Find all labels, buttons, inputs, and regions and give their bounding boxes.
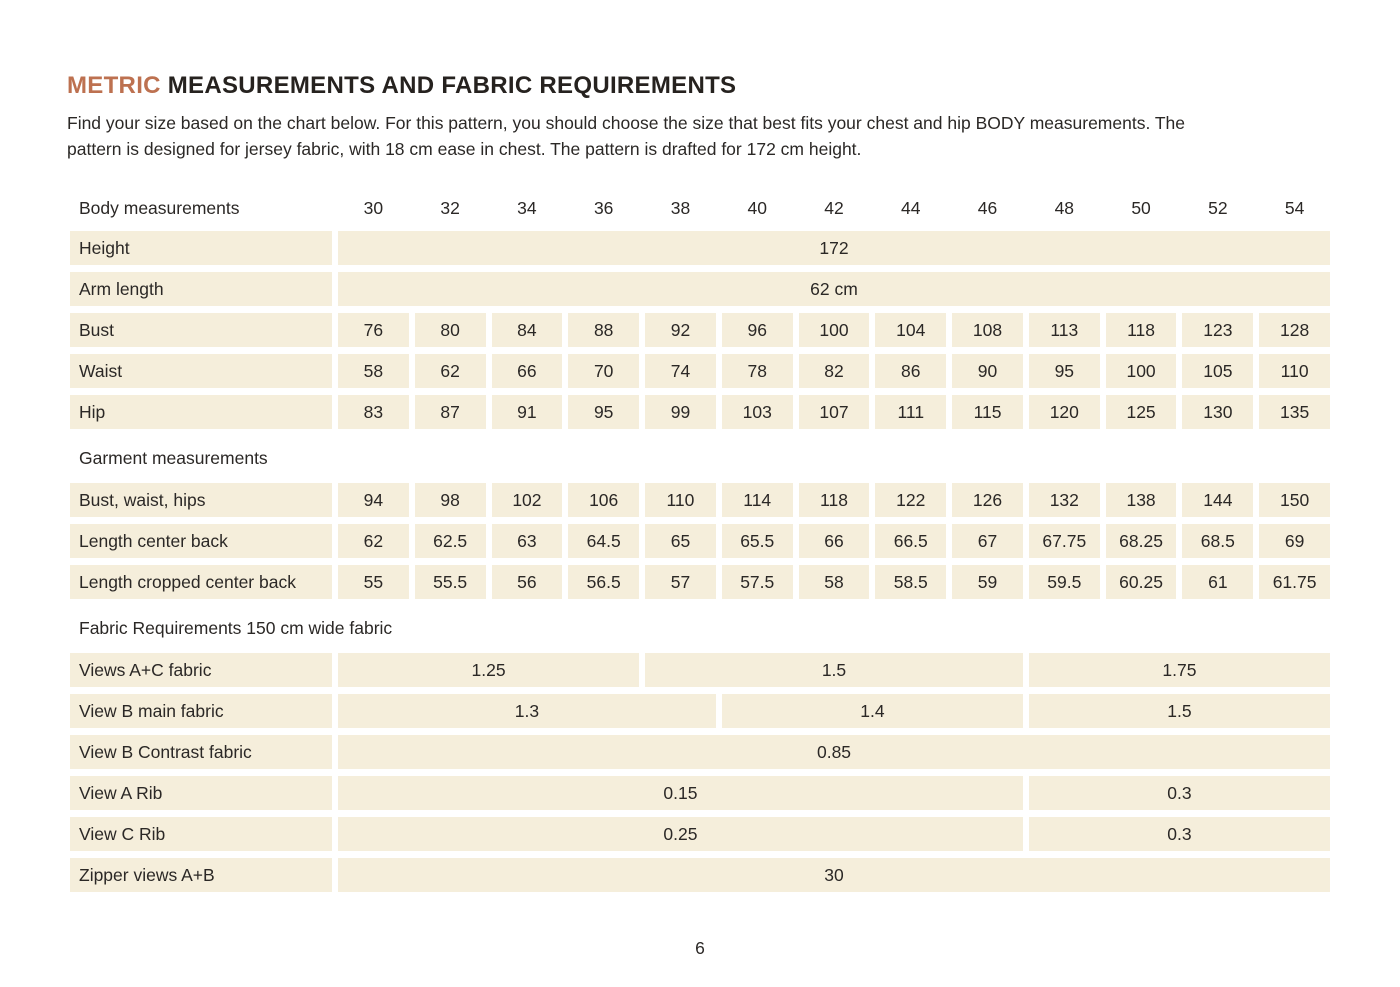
value-cell: 100 (1106, 354, 1177, 388)
value-cell: 61 (1182, 565, 1253, 599)
value-cell: 74 (645, 354, 716, 388)
value-cell: 86 (875, 354, 946, 388)
value-cell: 138 (1106, 483, 1177, 517)
value-cell: 62 (415, 354, 486, 388)
column-header-label: Body measurements (79, 197, 240, 218)
value-span-cell: 1.25 (338, 653, 639, 687)
value-cell: 123 (1182, 313, 1253, 347)
value-cell: 88 (568, 313, 639, 347)
row-label (70, 858, 332, 892)
title-accent-word: METRIC (67, 72, 161, 99)
value-cell: 84 (492, 313, 563, 347)
value-cell: 150 (1259, 483, 1330, 517)
row-label-text: Zipper views A+B (79, 865, 215, 885)
row-label-text: Bust (79, 320, 115, 340)
value-cell: 68.5 (1182, 524, 1253, 558)
value-cell: 120 (1029, 395, 1100, 429)
value-cell: 61.75 (1259, 565, 1330, 599)
value-cell: 55.5 (415, 565, 486, 599)
value-span-cell: 1.75 (1029, 653, 1330, 687)
section-label: Garment measurements (79, 447, 268, 468)
value-cell: 99 (645, 395, 716, 429)
value-cell: 78 (722, 354, 793, 388)
value-span-cell: 30 (338, 858, 1330, 892)
row-label-text: Waist (79, 361, 123, 381)
value-cell: 98 (415, 483, 486, 517)
value-cell: 68.25 (1106, 524, 1177, 558)
value-cell: 96 (722, 313, 793, 347)
size-column-header: 32 (440, 197, 460, 218)
value-cell: 100 (799, 313, 870, 347)
value-cell: 103 (722, 395, 793, 429)
row-label-text: Views A+C fabric (79, 660, 212, 680)
title-rest: MEASUREMENTS AND FABRIC REQUIREMENTS (160, 72, 737, 99)
row-label (70, 354, 332, 388)
value-cell: 65.5 (722, 524, 793, 558)
value-cell: 57.5 (722, 565, 793, 599)
value-cell: 58 (799, 565, 870, 599)
value-cell: 102 (492, 483, 563, 517)
row-label-text: Hip (79, 402, 106, 422)
value-cell: 58 (338, 354, 409, 388)
value-span-cell: 0.3 (1029, 776, 1330, 810)
value-cell: 114 (722, 483, 793, 517)
value-cell: 91 (492, 395, 563, 429)
value-cell: 67 (952, 524, 1023, 558)
value-cell: 115 (952, 395, 1023, 429)
value-cell: 122 (875, 483, 946, 517)
value-cell: 66 (492, 354, 563, 388)
row-label-text: Height (79, 238, 130, 258)
value-span-cell: 1.3 (338, 694, 716, 728)
value-cell: 118 (1106, 313, 1177, 347)
value-span-cell: 0.25 (338, 817, 1023, 851)
value-cell: 66.5 (875, 524, 946, 558)
row-label-text: View A Rib (79, 783, 163, 803)
row-label (70, 231, 332, 265)
page-number: 6 (695, 938, 705, 958)
value-cell: 113 (1029, 313, 1100, 347)
row-label (70, 272, 332, 306)
row-label (70, 565, 332, 599)
value-span-cell: 0.85 (338, 735, 1330, 769)
value-cell: 106 (568, 483, 639, 517)
row-label (70, 524, 332, 558)
value-span-cell: 0.15 (338, 776, 1023, 810)
value-cell: 59.5 (1029, 565, 1100, 599)
value-cell: 104 (875, 313, 946, 347)
value-cell: 82 (799, 354, 870, 388)
value-cell: 118 (799, 483, 870, 517)
size-column-header: 54 (1284, 197, 1305, 218)
row-label-text: Length cropped center back (79, 572, 296, 592)
intro-text: Find your size based on the chart below. For this pattern, you should choose the size that best fits your chest and hip BODY measurements. The pattern is designed for jersey fabric, with 18 cm ease in chest. The pattern is drafted for 172 cm height. (67, 113, 1186, 159)
size-column-header: 30 (363, 197, 384, 218)
value-cell: 105 (1182, 354, 1253, 388)
value-cell: 55 (338, 565, 409, 599)
size-column-header: 46 (977, 197, 998, 218)
row-label-text: Bust, waist, hips (79, 490, 206, 510)
value-cell: 60.25 (1106, 565, 1177, 599)
size-column-header: 44 (901, 197, 921, 218)
row-label (70, 653, 332, 687)
row-label (70, 735, 332, 769)
value-cell: 110 (645, 483, 716, 517)
value-cell: 62 (338, 524, 409, 558)
row-label (70, 395, 332, 429)
value-span-cell: 172 (338, 231, 1330, 265)
value-cell: 70 (568, 354, 639, 388)
value-cell: 59 (952, 565, 1023, 599)
size-column-header: 36 (593, 197, 614, 218)
value-span-cell: 62 cm (338, 272, 1330, 306)
value-cell: 56.5 (568, 565, 639, 599)
value-cell: 111 (875, 395, 946, 429)
value-span-cell: 0.3 (1029, 817, 1330, 851)
row-label-text: Arm length (79, 279, 164, 299)
row-label-text: View B main fabric (79, 701, 224, 721)
value-cell: 144 (1182, 483, 1253, 517)
row-label (70, 776, 332, 810)
value-cell: 95 (1029, 354, 1100, 388)
value-span-cell: 1.5 (645, 653, 1023, 687)
size-column-header: 52 (1208, 197, 1228, 218)
row-label (70, 483, 332, 517)
value-span-cell: 1.4 (722, 694, 1023, 728)
value-cell: 65 (645, 524, 716, 558)
value-cell: 56 (492, 565, 563, 599)
value-cell: 90 (952, 354, 1023, 388)
size-column-header: 50 (1131, 197, 1151, 218)
value-cell: 92 (645, 313, 716, 347)
measurements-table (70, 192, 1330, 892)
value-cell: 108 (952, 313, 1023, 347)
row-label-text: View B Contrast fabric (79, 742, 252, 762)
size-column-header: 38 (670, 197, 691, 218)
value-cell: 57 (645, 565, 716, 599)
row-label-text: Length center back (79, 531, 228, 551)
value-cell: 80 (415, 313, 486, 347)
size-column-header: 48 (1054, 197, 1075, 218)
value-cell: 130 (1182, 395, 1253, 429)
row-label (70, 694, 332, 728)
value-cell: 126 (952, 483, 1023, 517)
value-cell: 132 (1029, 483, 1100, 517)
value-cell: 128 (1259, 313, 1330, 347)
row-label (70, 313, 332, 347)
value-cell: 67.75 (1029, 524, 1100, 558)
value-cell: 87 (415, 395, 486, 429)
value-cell: 135 (1259, 395, 1330, 429)
size-column-header: 40 (747, 197, 767, 218)
value-cell: 66 (799, 524, 870, 558)
value-cell: 95 (568, 395, 639, 429)
value-cell: 76 (338, 313, 409, 347)
value-cell: 125 (1106, 395, 1177, 429)
size-column-header: 34 (517, 197, 537, 218)
value-cell: 107 (799, 395, 870, 429)
page-title (67, 72, 1330, 100)
value-cell: 69 (1259, 524, 1330, 558)
row-label (70, 817, 332, 851)
value-cell: 83 (338, 395, 409, 429)
value-cell: 63 (492, 524, 563, 558)
section-label: Fabric Requirements 150 cm wide fabric (79, 617, 393, 638)
value-cell: 62.5 (415, 524, 486, 558)
value-cell: 94 (338, 483, 409, 517)
value-cell: 58.5 (875, 565, 946, 599)
row-label-text: View C Rib (79, 824, 166, 844)
value-span-cell: 1.5 (1029, 694, 1330, 728)
value-cell: 64.5 (568, 524, 639, 558)
value-cell: 110 (1259, 354, 1330, 388)
size-column-header: 42 (824, 197, 844, 218)
